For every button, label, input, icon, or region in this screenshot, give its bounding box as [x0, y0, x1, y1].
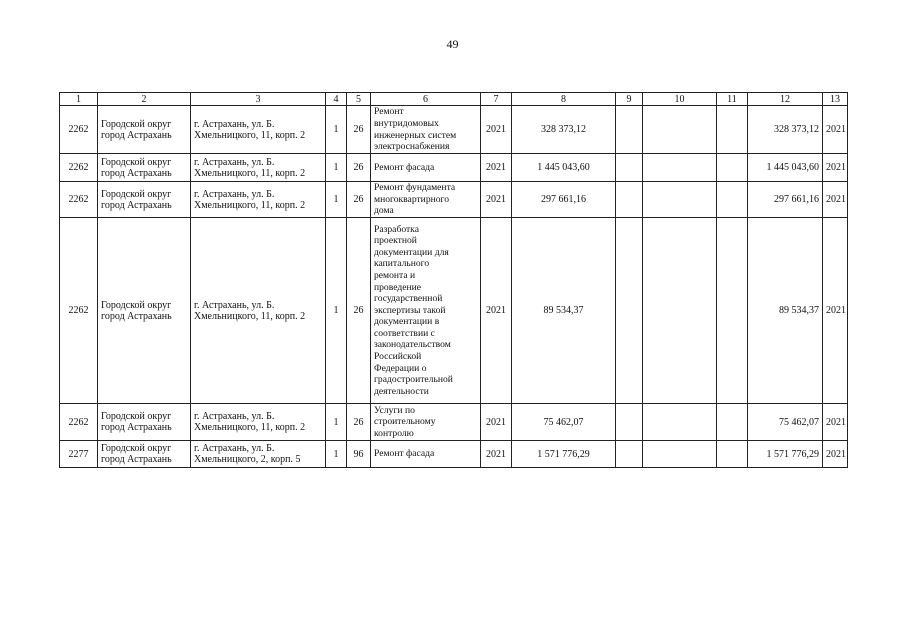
table-row — [60, 218, 848, 404]
cell-code: 2262 — [60, 218, 98, 404]
cell-col5: 96 — [347, 441, 371, 468]
cell-col9 — [616, 106, 643, 154]
cell-municipality: Городской округ город Астрахань — [98, 218, 191, 404]
cell-col10 — [643, 441, 717, 468]
cell-total: 328 373,12 — [748, 106, 823, 154]
table-row — [60, 154, 848, 182]
column-header: 13 — [823, 93, 848, 106]
cell-end-year: 2021 — [823, 182, 848, 218]
cell-total: 1 571 776,29 — [748, 441, 823, 468]
cell-col10 — [643, 106, 717, 154]
column-header: 11 — [717, 93, 748, 106]
cell-col11 — [717, 182, 748, 218]
column-header: 3 — [191, 93, 326, 106]
column-header: 4 — [326, 93, 347, 106]
cell-year: 2021 — [481, 441, 512, 468]
cell-address: г. Астрахань, ул. Б. Хмельницкого, 11, корп. 2 — [191, 154, 326, 182]
cell-col9 — [616, 182, 643, 218]
column-header: 10 — [643, 93, 717, 106]
cell-col5: 26 — [347, 218, 371, 404]
cell-municipality: Городской округ город Астрахань — [98, 106, 191, 154]
cell-cost: 297 661,16 — [512, 182, 616, 218]
column-header: 8 — [512, 93, 616, 106]
cell-municipality: Городской округ город Астрахань — [98, 182, 191, 218]
table-row — [60, 441, 848, 468]
cell-address: г. Астрахань, ул. Б. Хмельницкого, 11, корп. 2 — [191, 182, 326, 218]
cell-year: 2021 — [481, 182, 512, 218]
cell-col10 — [643, 218, 717, 404]
cell-code: 2262 — [60, 404, 98, 441]
column-header: 9 — [616, 93, 643, 106]
cell-end-year: 2021 — [823, 106, 848, 154]
cell-col10 — [643, 404, 717, 441]
cell-code: 2262 — [60, 154, 98, 182]
cell-municipality: Городской округ город Астрахань — [98, 404, 191, 441]
column-header: 12 — [748, 93, 823, 106]
cell-col5: 26 — [347, 106, 371, 154]
page-number: 49 — [446, 37, 459, 51]
cell-col10 — [643, 182, 717, 218]
cell-year: 2021 — [481, 218, 512, 404]
table-row — [60, 106, 848, 154]
cell-end-year: 2021 — [823, 404, 848, 441]
cell-col4: 1 — [326, 218, 347, 404]
cell-col9 — [616, 441, 643, 468]
cell-col9 — [616, 154, 643, 182]
cell-work-type: Ремонт фасада — [371, 154, 481, 182]
cell-cost: 1 571 776,29 — [512, 441, 616, 468]
cell-code: 2277 — [60, 441, 98, 468]
cell-col5: 26 — [347, 404, 371, 441]
cell-col4: 1 — [326, 154, 347, 182]
cell-work-type: Ремонт внутридомовых инженерных систем электроснабжения — [371, 106, 481, 154]
cell-col11 — [717, 218, 748, 404]
cell-code: 2262 — [60, 182, 98, 218]
repair-schedule-table — [59, 92, 848, 468]
cell-total: 297 661,16 — [748, 182, 823, 218]
cell-address: г. Астрахань, ул. Б. Хмельницкого, 11, корп. 2 — [191, 218, 326, 404]
cell-cost: 75 462,07 — [512, 404, 616, 441]
cell-total: 75 462,07 — [748, 404, 823, 441]
cell-end-year: 2021 — [823, 441, 848, 468]
cell-work-type: Услуги по строительному контролю — [371, 404, 481, 441]
cell-col10 — [643, 154, 717, 182]
cell-year: 2021 — [481, 154, 512, 182]
cell-cost: 328 373,12 — [512, 106, 616, 154]
cell-end-year: 2021 — [823, 154, 848, 182]
cell-col11 — [717, 404, 748, 441]
cell-year: 2021 — [481, 106, 512, 154]
cell-total: 1 445 043,60 — [748, 154, 823, 182]
cell-end-year: 2021 — [823, 218, 848, 404]
column-header: 5 — [347, 93, 371, 106]
column-header: 6 — [371, 93, 481, 106]
cell-address: г. Астрахань, ул. Б. Хмельницкого, 11, корп. 2 — [191, 404, 326, 441]
cell-col4: 1 — [326, 106, 347, 154]
cell-total: 89 534,37 — [748, 218, 823, 404]
cell-municipality: Городской округ город Астрахань — [98, 441, 191, 468]
cell-year: 2021 — [481, 404, 512, 441]
header-row — [60, 93, 848, 106]
cell-work-type: Разработка проектной документации для капитального ремонта и проведение государственной экспертизы такой документации в соответствии с законодательством Российской Федерации о градостроительной деятельности — [371, 218, 481, 404]
column-header: 2 — [98, 93, 191, 106]
cell-col11 — [717, 106, 748, 154]
cell-col5: 26 — [347, 154, 371, 182]
cell-col9 — [616, 404, 643, 441]
cell-col11 — [717, 441, 748, 468]
column-header: 7 — [481, 93, 512, 106]
cell-col4: 1 — [326, 182, 347, 218]
cell-col9 — [616, 218, 643, 404]
cell-code: 2262 — [60, 106, 98, 154]
cell-col5: 26 — [347, 182, 371, 218]
column-header: 1 — [60, 93, 98, 106]
cell-col11 — [717, 154, 748, 182]
cell-work-type: Ремонт фундамента многоквартирного дома — [371, 182, 481, 218]
cell-col4: 1 — [326, 441, 347, 468]
cell-cost: 1 445 043,60 — [512, 154, 616, 182]
cell-municipality: Городской округ город Астрахань — [98, 154, 191, 182]
table-row — [60, 404, 848, 441]
table-row — [60, 182, 848, 218]
cell-address: г. Астрахань, ул. Б. Хмельницкого, 11, корп. 2 — [191, 106, 326, 154]
cell-cost: 89 534,37 — [512, 218, 616, 404]
cell-address: г. Астрахань, ул. Б. Хмельницкого, 2, корп. 5 — [191, 441, 326, 468]
cell-work-type: Ремонт фасада — [371, 441, 481, 468]
cell-col4: 1 — [326, 404, 347, 441]
